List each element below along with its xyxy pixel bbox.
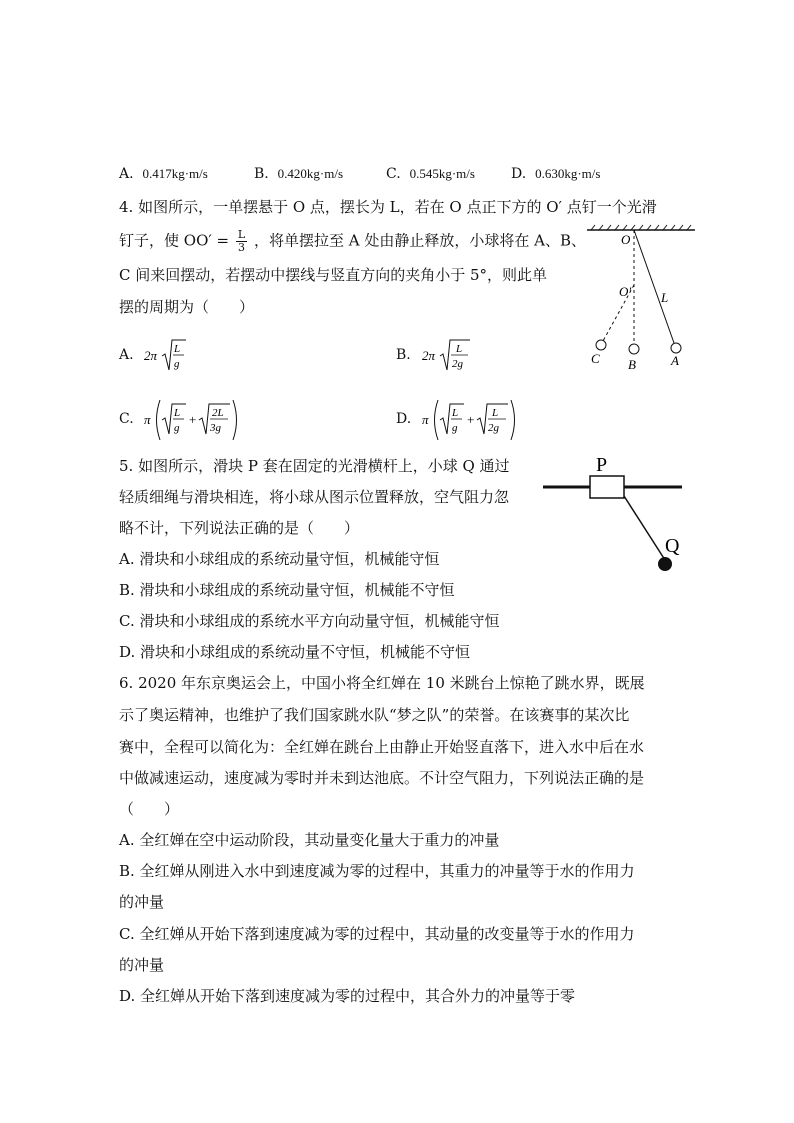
q4-option-c: C. bbox=[119, 411, 134, 427]
svg-text:L: L bbox=[492, 407, 499, 419]
q6-option-b-cont: 的冲量 bbox=[119, 893, 165, 911]
q6-option-c: C. 全红婵从开始下落到速度减为零的过程中，其动量的改变量等于水的作用力 bbox=[119, 925, 635, 943]
q6-line-2: 示了奥运精神，也维护了我们国家跳水队“梦之队”的荣誉。在该赛事的某次比 bbox=[119, 706, 630, 724]
svg-text:+: + bbox=[467, 412, 475, 427]
q3-option-b-value: 0.420kg·m/s bbox=[277, 166, 344, 181]
q5-option-c: C. 滑块和小球组成的系统水平方向动量守恒，机械能守恒 bbox=[119, 612, 500, 630]
q3-option-c: C. 0.545kg·m/s bbox=[386, 166, 475, 182]
q6-line-4: 中做减速运动，速度减为零时并未到达池底。不计空气阻力，下列说法正确的是 bbox=[119, 769, 645, 787]
q3-option-d-value: 0.630kg·m/s bbox=[535, 166, 601, 181]
label-p: P bbox=[596, 454, 608, 476]
svg-text:2π: 2π bbox=[144, 348, 158, 363]
label-b: B bbox=[628, 357, 636, 372]
svg-text:g: g bbox=[174, 422, 180, 434]
q3-option-a-value: 0.417kg·m/s bbox=[142, 166, 208, 181]
pendulum-figure bbox=[583, 222, 703, 372]
q4-option-a: A. bbox=[119, 347, 134, 363]
q4-option-c-expr bbox=[142, 396, 252, 444]
svg-text:2g: 2g bbox=[452, 358, 463, 370]
svg-text:L: L bbox=[174, 407, 181, 419]
q6-option-d: D. 全红婵从开始下落到速度减为零的过程中，其合外力的冲量等于零 bbox=[119, 987, 576, 1005]
q6-option-c-cont: 的冲量 bbox=[119, 956, 165, 974]
q5-line-2: 轻质细绳与滑块相连，将小球从图示位置释放，空气阻力忽 bbox=[119, 488, 510, 506]
q5-option-d: D. 滑块和小球组成的系统动量不守恒，机械能不守恒 bbox=[119, 643, 471, 661]
q3-option-c-value: 0.545kg·m/s bbox=[409, 166, 475, 181]
q6-line-1: 6. 2020 年东京奥运会上，中国小将全红婵在 10 米跳台上惊艳了跳水界，既展 bbox=[119, 674, 645, 692]
label-q: Q bbox=[665, 535, 680, 557]
q4-option-b-expr bbox=[420, 334, 500, 378]
q5-option-b: B. 滑块和小球组成的系统动量守恒，机械能不守恒 bbox=[119, 581, 455, 599]
q3-option-b: B. 0.420kg·m/s bbox=[254, 166, 344, 182]
q3-option-a: A. 0.417kg·m/s bbox=[119, 166, 208, 182]
svg-text:3g: 3g bbox=[210, 422, 221, 434]
svg-text:L: L bbox=[452, 407, 459, 419]
q6-option-a: A. 全红婵在空中运动阶段，其动量变化量大于重力的冲量 bbox=[119, 831, 500, 849]
label-a: A bbox=[671, 353, 679, 368]
q4-option-a-expr bbox=[142, 334, 222, 378]
svg-text:2g: 2g bbox=[488, 422, 499, 434]
q6-line-3: 赛中，全程可以简化为：全红婵在跳台上由静止开始竖直落下，进入水中后在水 bbox=[119, 738, 645, 756]
svg-text:+: + bbox=[189, 412, 197, 427]
svg-text:2L: 2L bbox=[212, 407, 224, 419]
q5-line-3: 略不计，下列说法正确的是（ ） bbox=[119, 519, 360, 537]
label-c: C bbox=[591, 351, 600, 366]
label-o: O bbox=[621, 232, 631, 247]
label-o-prime: O′ bbox=[619, 284, 632, 299]
svg-text:L: L bbox=[456, 343, 463, 355]
q4-line-3: C 间来回摆动，若摆动中摆线与竖直方向的夹角小于 5°，则此单 bbox=[119, 266, 548, 284]
q4-line-2 bbox=[119, 229, 586, 255]
q3-option-d: D. 0.630kg·m/s bbox=[511, 166, 601, 182]
q4-line-1: 4. 如图所示，一单摆悬于 O 点，摆长为 L，若在 O 点正下方的 O′ 点钉一个光滑 bbox=[119, 198, 657, 216]
q4-line-4: 摆的周期为（ ） bbox=[119, 298, 255, 316]
q4-line-2-post: ，将单摆拉至 A 处由静止释放，小球将在 A、B、 bbox=[253, 231, 586, 250]
slider-pendulum-figure bbox=[540, 450, 690, 580]
label-l: L bbox=[661, 290, 669, 305]
svg-text:g: g bbox=[174, 358, 180, 370]
q4-option-d-expr bbox=[420, 396, 530, 444]
q5-line-1: 5. 如图所示，滑块 P 套在固定的光滑横杆上，小球 Q 通过 bbox=[119, 457, 510, 475]
q4-option-d: D. bbox=[396, 411, 412, 427]
svg-text:g: g bbox=[452, 422, 458, 434]
q4-fraction: $\frac{L}{3}$ bbox=[237, 228, 246, 254]
svg-text:π: π bbox=[422, 412, 429, 427]
svg-text:L: L bbox=[174, 343, 181, 355]
q4-line-2-pre: 钉子，使 OO′ = bbox=[119, 231, 230, 250]
q5-option-a: A. 滑块和小球组成的系统动量守恒，机械能守恒 bbox=[119, 550, 440, 568]
svg-text:π: π bbox=[144, 412, 151, 427]
q6-line-5: （ ） bbox=[119, 800, 180, 818]
svg-text:2π: 2π bbox=[422, 348, 436, 363]
q4-option-b: B. bbox=[396, 347, 411, 363]
q6-option-b: B. 全红婵从刚进入水中到速度减为零的过程中，其重力的冲量等于水的作用力 bbox=[119, 862, 635, 880]
